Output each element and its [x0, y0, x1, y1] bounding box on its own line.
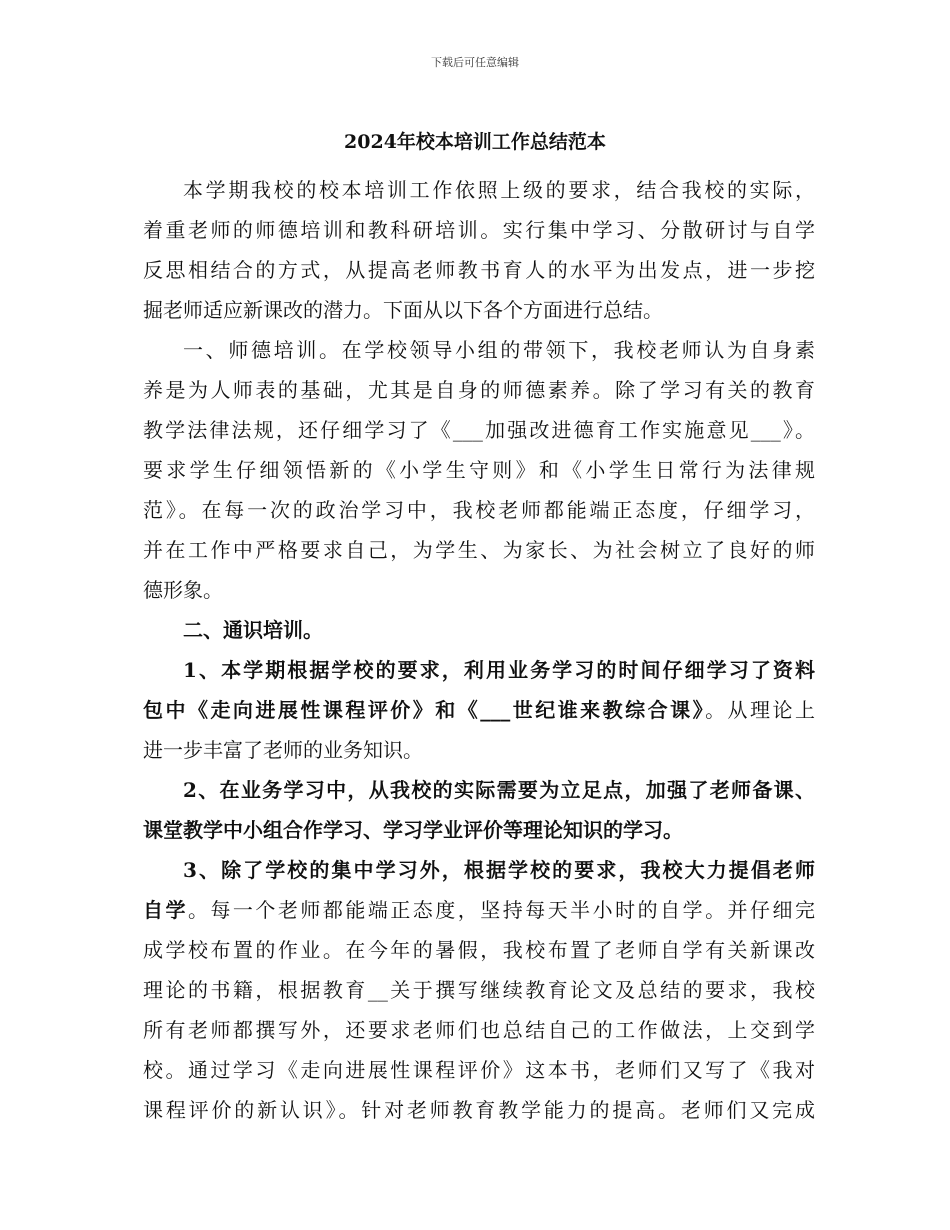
- text-segment: 德形象。: [143, 578, 223, 602]
- bold-text-segment: 2、在业务学习中，从我校的实际需要为立足点，加强了老师备课、: [183, 778, 815, 802]
- text-line: [143, 730, 815, 770]
- text-segment: 本学期我校的校本培训工作依照上级的要求，结合我校的实际，: [183, 178, 815, 202]
- text-line: [143, 570, 815, 610]
- text-segment: 。从理论上: [705, 698, 816, 722]
- bold-text-segment: 二、通识培训。: [183, 618, 323, 642]
- intro-paragraph: [143, 170, 815, 330]
- text-line: [143, 650, 815, 690]
- item-3-paragraph: [143, 850, 815, 1130]
- text-segment: 所有老师都撰写外，还要求老师们也总结自己的工作做法，上交到学: [143, 1018, 815, 1042]
- text-line: [143, 1090, 815, 1130]
- document-title: 2024年校本培训工作总结范本: [344, 131, 606, 153]
- text-line: [143, 330, 815, 370]
- text-segment: 成学校布置的作业。在今年的暑假，我校布置了老师自学有关新课改: [143, 938, 815, 962]
- text-segment: 反思相结合的方式，从提高老师教书育人的水平为出发点，进一步挖: [143, 258, 815, 282]
- text-line: [143, 250, 815, 290]
- text-segment: 一、师德培训。在学校领导小组的带领下，我校老师认为自身素: [183, 338, 815, 362]
- bold-text-segment: 包中《走向进展性课程评价》和《___世纪谁来教综合课》: [143, 698, 706, 722]
- general-training-heading: [143, 610, 815, 650]
- text-segment: 进一步丰富了老师的业务知识。: [143, 738, 423, 762]
- text-segment: 要求学生仔细领悟新的《小学生守则》和《小学生日常行为法律规: [143, 458, 815, 482]
- item-1-paragraph: [143, 650, 815, 770]
- page-header-note: 下载后可任意编辑: [431, 56, 519, 69]
- item-2-paragraph: [143, 770, 815, 850]
- text-line: [143, 890, 815, 930]
- text-segment: 着重老师的师德培训和教科研培训。实行集中学习、分散研讨与自学: [143, 218, 815, 242]
- text-segment: 。每一个老师都能端正态度，坚持每天半小时的自学。并仔细完: [187, 898, 816, 922]
- bold-text-segment: 自学: [143, 898, 188, 922]
- text-line: [143, 450, 815, 490]
- text-segment: 教学法律法规，还仔细学习了《___加强改进德育工作实施意见___》。: [143, 418, 815, 442]
- text-line: [143, 770, 815, 810]
- text-line: [143, 290, 815, 330]
- ethics-training-paragraph: [143, 330, 815, 610]
- text-segment: 并在工作中严格要求自己，为学生、为家长、为社会树立了良好的师: [143, 538, 815, 562]
- text-segment: 养是为人师表的基础，尤其是自身的师德素养。除了学习有关的教育: [143, 378, 815, 402]
- text-line: [143, 1010, 815, 1050]
- text-segment: 理论的书籍，根据教育__关于撰写继续教育论文及总结的要求，我校: [143, 978, 815, 1002]
- text-line: [143, 690, 815, 730]
- bold-text-segment: 1、本学期根据学校的要求，利用业务学习的时间仔细学习了资料: [183, 658, 815, 682]
- text-line: [143, 530, 815, 570]
- text-line: [143, 410, 815, 450]
- text-line: [143, 930, 815, 970]
- text-line: [143, 1050, 815, 1090]
- document-body: [143, 170, 815, 1130]
- text-segment: 校。通过学习《走向进展性课程评价》这本书，老师们又写了《我对: [143, 1058, 815, 1082]
- text-segment: 掘老师适应新课改的潜力。下面从以下各个方面进行总结。: [143, 298, 663, 322]
- text-segment: 范》。在每一次的政治学习中，我校老师都能端正态度，仔细学习，: [143, 498, 815, 522]
- text-line: [143, 170, 815, 210]
- text-line: [143, 370, 815, 410]
- text-line: [143, 970, 815, 1010]
- bold-text-segment: 3、除了学校的集中学习外，根据学校的要求，我校大力提倡老师: [183, 858, 815, 882]
- text-line: [143, 490, 815, 530]
- text-line: [143, 810, 815, 850]
- bold-text-segment: 课堂教学中小组合作学习、学习学业评价等理论知识的学习。: [143, 818, 683, 842]
- text-line: [143, 610, 815, 650]
- text-line: [143, 850, 815, 890]
- text-line: [143, 210, 815, 250]
- text-segment: 课程评价的新认识》。针对老师教育教学能力的提高。老师们又完成: [143, 1098, 815, 1122]
